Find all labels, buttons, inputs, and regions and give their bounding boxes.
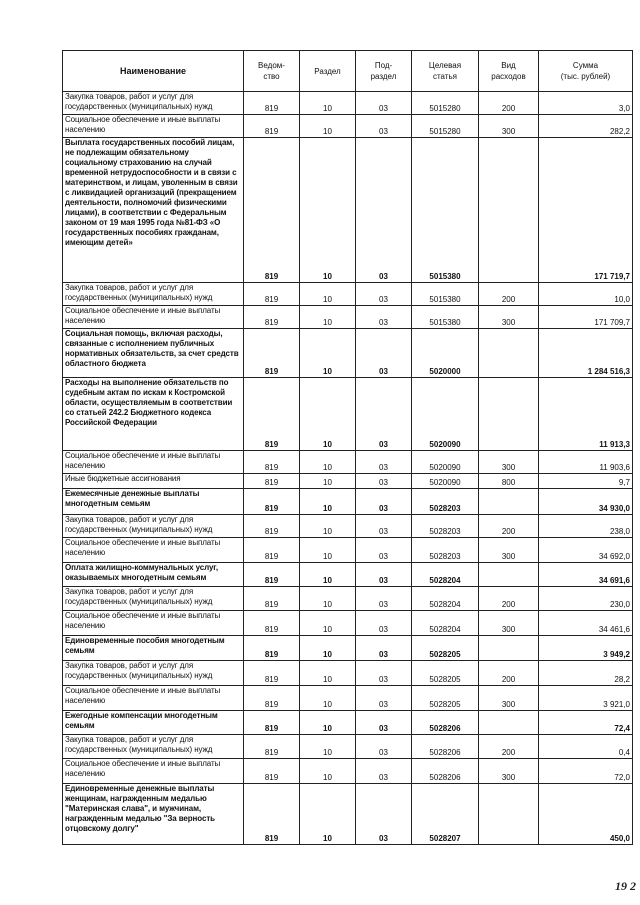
cell-department: 819 bbox=[244, 515, 300, 538]
cell-section: 10 bbox=[300, 451, 356, 474]
table-row bbox=[63, 759, 633, 784]
cell-subsection: 03 bbox=[356, 784, 412, 845]
cell-sum: 11 913,3 bbox=[539, 378, 633, 451]
cell-subsection: 03 bbox=[356, 306, 412, 329]
cell-department: 819 bbox=[244, 611, 300, 636]
cell-section: 10 bbox=[300, 538, 356, 563]
cell-section: 10 bbox=[300, 611, 356, 636]
cell-target-article: 5028206 bbox=[412, 711, 479, 735]
cell-sum: 238,0 bbox=[539, 515, 633, 538]
table-row bbox=[63, 329, 633, 378]
cell-name: Закупка товаров, работ и услуг для государственных (муниципальных) нужд bbox=[63, 515, 244, 538]
header-target-line1: Целевая bbox=[428, 61, 462, 70]
cell-sum: 34 692,0 bbox=[539, 538, 633, 563]
cell-sum: 450,0 bbox=[539, 784, 633, 845]
cell-expense-type bbox=[479, 784, 539, 845]
cell-subsection: 03 bbox=[356, 563, 412, 587]
table-row bbox=[63, 283, 633, 306]
cell-target-article: 5015380 bbox=[412, 283, 479, 306]
cell-expense-type: 200 bbox=[479, 515, 539, 538]
cell-expense-type: 200 bbox=[479, 661, 539, 686]
cell-section: 10 bbox=[300, 735, 356, 759]
cell-name: Социальное обеспечение и иные выплаты населению bbox=[63, 115, 244, 138]
table-row bbox=[63, 661, 633, 686]
cell-name: Социальное обеспечение и иные выплаты населению bbox=[63, 611, 244, 636]
cell-target-article: 5028204 bbox=[412, 563, 479, 587]
cell-department: 819 bbox=[244, 711, 300, 735]
header-subsection bbox=[356, 51, 412, 92]
cell-expense-type: 300 bbox=[479, 538, 539, 563]
cell-subsection: 03 bbox=[356, 759, 412, 784]
cell-subsection: 03 bbox=[356, 138, 412, 283]
cell-expense-type: 800 bbox=[479, 474, 539, 489]
cell-sum: 171 719,7 bbox=[539, 138, 633, 283]
table-row bbox=[63, 451, 633, 474]
document-page bbox=[62, 50, 632, 845]
cell-sum: 230,0 bbox=[539, 587, 633, 611]
cell-department: 819 bbox=[244, 587, 300, 611]
cell-section: 10 bbox=[300, 563, 356, 587]
cell-subsection: 03 bbox=[356, 329, 412, 378]
cell-expense-type bbox=[479, 489, 539, 515]
cell-expense-type bbox=[479, 138, 539, 283]
cell-name: Единовременные денежные выплаты женщинам, награжденным медалью "Материнская слава", и мужчинам, награжденным медалью "За верность отцовскому долгу" bbox=[63, 784, 244, 845]
cell-name: Закупка товаров, работ и услуг для государственных (муниципальных) нужд bbox=[63, 92, 244, 115]
cell-department: 819 bbox=[244, 563, 300, 587]
cell-sum: 34 461,6 bbox=[539, 611, 633, 636]
cell-department: 819 bbox=[244, 686, 300, 711]
cell-sum: 0,4 bbox=[539, 735, 633, 759]
cell-name: Оплата жилищно-коммунальных услуг, оказываемых многодетным семьям bbox=[63, 563, 244, 587]
cell-expense-type: 300 bbox=[479, 451, 539, 474]
cell-department: 819 bbox=[244, 329, 300, 378]
cell-expense-type: 300 bbox=[479, 759, 539, 784]
cell-sum: 9,7 bbox=[539, 474, 633, 489]
cell-name: Закупка товаров, работ и услуг для государственных (муниципальных) нужд bbox=[63, 735, 244, 759]
table-row bbox=[63, 563, 633, 587]
cell-name: Социальное обеспечение и иные выплаты населению bbox=[63, 451, 244, 474]
cell-section: 10 bbox=[300, 378, 356, 451]
cell-subsection: 03 bbox=[356, 636, 412, 661]
cell-name: Социальное обеспечение и иные выплаты населению bbox=[63, 686, 244, 711]
table-row bbox=[63, 711, 633, 735]
cell-section: 10 bbox=[300, 306, 356, 329]
cell-section: 10 bbox=[300, 686, 356, 711]
cell-section: 10 bbox=[300, 474, 356, 489]
cell-target-article: 5028203 bbox=[412, 515, 479, 538]
cell-section: 10 bbox=[300, 784, 356, 845]
table-row bbox=[63, 115, 633, 138]
cell-name: Социальное обеспечение и иные выплаты населению bbox=[63, 538, 244, 563]
cell-department: 819 bbox=[244, 538, 300, 563]
cell-department: 819 bbox=[244, 451, 300, 474]
cell-sum: 28,2 bbox=[539, 661, 633, 686]
cell-sum: 3 949,2 bbox=[539, 636, 633, 661]
table-row bbox=[63, 378, 633, 451]
cell-target-article: 5028204 bbox=[412, 611, 479, 636]
cell-department: 819 bbox=[244, 283, 300, 306]
cell-name: Закупка товаров, работ и услуг для государственных (муниципальных) нужд bbox=[63, 587, 244, 611]
cell-subsection: 03 bbox=[356, 378, 412, 451]
cell-department: 819 bbox=[244, 138, 300, 283]
table-row bbox=[63, 587, 633, 611]
cell-department: 819 bbox=[244, 378, 300, 451]
header-target-line2: статья bbox=[432, 72, 457, 81]
cell-section: 10 bbox=[300, 587, 356, 611]
header-sum bbox=[539, 51, 633, 92]
cell-target-article: 5028203 bbox=[412, 489, 479, 515]
header-name: Наименование bbox=[63, 51, 244, 92]
cell-sum: 10,0 bbox=[539, 283, 633, 306]
table-row bbox=[63, 306, 633, 329]
cell-section: 10 bbox=[300, 759, 356, 784]
header-sum-line2: (тыс. рублей) bbox=[560, 72, 611, 81]
table-row bbox=[63, 784, 633, 845]
cell-department: 819 bbox=[244, 115, 300, 138]
cell-expense-type: 300 bbox=[479, 115, 539, 138]
table-body bbox=[63, 92, 633, 845]
header-section: Раздел bbox=[300, 51, 356, 92]
cell-sum: 171 709,7 bbox=[539, 306, 633, 329]
cell-subsection: 03 bbox=[356, 451, 412, 474]
cell-section: 10 bbox=[300, 661, 356, 686]
cell-expense-type: 300 bbox=[479, 686, 539, 711]
header-subsection-line1: Под- bbox=[374, 61, 393, 70]
cell-name: Ежегодные компенсации многодетным семьям bbox=[63, 711, 244, 735]
cell-target-article: 5020000 bbox=[412, 329, 479, 378]
cell-department: 819 bbox=[244, 759, 300, 784]
header-expense-line1: Вид bbox=[501, 61, 516, 70]
header-sum-line1: Сумма bbox=[572, 61, 599, 70]
cell-section: 10 bbox=[300, 92, 356, 115]
cell-sum: 72,4 bbox=[539, 711, 633, 735]
cell-expense-type: 200 bbox=[479, 587, 539, 611]
table-row bbox=[63, 92, 633, 115]
cell-sum: 11 903,6 bbox=[539, 451, 633, 474]
cell-sum: 72,0 bbox=[539, 759, 633, 784]
cell-name: Иные бюджетные ассигнования bbox=[63, 474, 244, 489]
cell-name: Закупка товаров, работ и услуг для государственных (муниципальных) нужд bbox=[63, 661, 244, 686]
cell-department: 819 bbox=[244, 784, 300, 845]
cell-subsection: 03 bbox=[356, 611, 412, 636]
cell-target-article: 5015380 bbox=[412, 306, 479, 329]
cell-name: Расходы на выполнение обязательств по судебным актам по искам к Костромской области, осуществляемым в соответствии со статьей 242.2 Бюджетного кодекса Российской Федерации bbox=[63, 378, 244, 451]
cell-target-article: 5028207 bbox=[412, 784, 479, 845]
cell-target-article: 5028206 bbox=[412, 759, 479, 784]
cell-sum: 34 691,6 bbox=[539, 563, 633, 587]
header-target-article bbox=[412, 51, 479, 92]
cell-expense-type bbox=[479, 378, 539, 451]
cell-section: 10 bbox=[300, 711, 356, 735]
cell-sum: 34 930,0 bbox=[539, 489, 633, 515]
cell-subsection: 03 bbox=[356, 661, 412, 686]
table-row bbox=[63, 489, 633, 515]
cell-department: 819 bbox=[244, 661, 300, 686]
cell-expense-type: 200 bbox=[479, 92, 539, 115]
header-department-line2: ство bbox=[263, 72, 280, 81]
header-expense-type bbox=[479, 51, 539, 92]
cell-target-article: 5028205 bbox=[412, 636, 479, 661]
table-row bbox=[63, 138, 633, 283]
cell-section: 10 bbox=[300, 115, 356, 138]
cell-department: 819 bbox=[244, 306, 300, 329]
cell-department: 819 bbox=[244, 92, 300, 115]
cell-expense-type bbox=[479, 563, 539, 587]
cell-target-article: 5028205 bbox=[412, 661, 479, 686]
cell-name: Закупка товаров, работ и услуг для государственных (муниципальных) нужд bbox=[63, 283, 244, 306]
table-row bbox=[63, 538, 633, 563]
cell-section: 10 bbox=[300, 515, 356, 538]
cell-sum: 1 284 516,3 bbox=[539, 329, 633, 378]
table-row bbox=[63, 515, 633, 538]
cell-sum: 3 921,0 bbox=[539, 686, 633, 711]
table-row bbox=[63, 636, 633, 661]
table-row bbox=[63, 686, 633, 711]
cell-sum: 282,2 bbox=[539, 115, 633, 138]
cell-subsection: 03 bbox=[356, 489, 412, 515]
cell-expense-type: 200 bbox=[479, 735, 539, 759]
cell-subsection: 03 bbox=[356, 515, 412, 538]
header-department bbox=[244, 51, 300, 92]
cell-subsection: 03 bbox=[356, 686, 412, 711]
cell-expense-type: 200 bbox=[479, 283, 539, 306]
cell-target-article: 5015380 bbox=[412, 138, 479, 283]
cell-subsection: 03 bbox=[356, 538, 412, 563]
cell-target-article: 5028206 bbox=[412, 735, 479, 759]
cell-section: 10 bbox=[300, 636, 356, 661]
cell-section: 10 bbox=[300, 329, 356, 378]
cell-name: Социальное обеспечение и иные выплаты населению bbox=[63, 306, 244, 329]
table-row bbox=[63, 735, 633, 759]
cell-department: 819 bbox=[244, 735, 300, 759]
cell-target-article: 5015280 bbox=[412, 92, 479, 115]
cell-target-article: 5028205 bbox=[412, 686, 479, 711]
cell-target-article: 5020090 bbox=[412, 378, 479, 451]
cell-expense-type: 300 bbox=[479, 306, 539, 329]
table-row bbox=[63, 611, 633, 636]
cell-sum: 3,0 bbox=[539, 92, 633, 115]
cell-name: Единовременные пособия многодетным семьям bbox=[63, 636, 244, 661]
cell-expense-type: 300 bbox=[479, 611, 539, 636]
cell-subsection: 03 bbox=[356, 115, 412, 138]
header-expense-line2: расходов bbox=[491, 72, 526, 81]
cell-department: 819 bbox=[244, 474, 300, 489]
cell-name: Социальная помощь, включая расходы, связанные с исполнением публичных нормативных обязательств, за счет средств областного бюджета bbox=[63, 329, 244, 378]
cell-section: 10 bbox=[300, 138, 356, 283]
cell-target-article: 5015280 bbox=[412, 115, 479, 138]
cell-section: 10 bbox=[300, 489, 356, 515]
cell-subsection: 03 bbox=[356, 587, 412, 611]
cell-subsection: 03 bbox=[356, 474, 412, 489]
table-header-row bbox=[63, 51, 633, 92]
cell-target-article: 5028203 bbox=[412, 538, 479, 563]
cell-expense-type bbox=[479, 711, 539, 735]
page-number: 19 2 bbox=[615, 879, 636, 893]
cell-name: Ежемесячные денежные выплаты многодетным семьям bbox=[63, 489, 244, 515]
cell-name: Социальное обеспечение и иные выплаты населению bbox=[63, 759, 244, 784]
table-row bbox=[63, 474, 633, 489]
cell-subsection: 03 bbox=[356, 92, 412, 115]
cell-section: 10 bbox=[300, 283, 356, 306]
cell-target-article: 5020090 bbox=[412, 474, 479, 489]
cell-target-article: 5020090 bbox=[412, 451, 479, 474]
cell-expense-type bbox=[479, 636, 539, 661]
cell-subsection: 03 bbox=[356, 711, 412, 735]
cell-name: Выплата государственных пособий лицам, не подлежащим обязательному социальному страхованию на случай временной нетрудоспособности и в связи с материнством, и лицам, уволенным в связи с ликвидацией организаций (прекращением деятельности, полномочий физическими лицами), в соответствии с Федеральным законом от 19 мая 1995 года №81-ФЗ «О государственных пособиях гражданам, имеющим детей» bbox=[63, 138, 244, 283]
budget-table bbox=[62, 50, 633, 845]
header-subsection-line2: раздел bbox=[370, 72, 397, 81]
cell-department: 819 bbox=[244, 489, 300, 515]
cell-expense-type bbox=[479, 329, 539, 378]
cell-subsection: 03 bbox=[356, 283, 412, 306]
header-department-line1: Ведом- bbox=[258, 61, 285, 70]
cell-subsection: 03 bbox=[356, 735, 412, 759]
cell-target-article: 5028204 bbox=[412, 587, 479, 611]
cell-department: 819 bbox=[244, 636, 300, 661]
